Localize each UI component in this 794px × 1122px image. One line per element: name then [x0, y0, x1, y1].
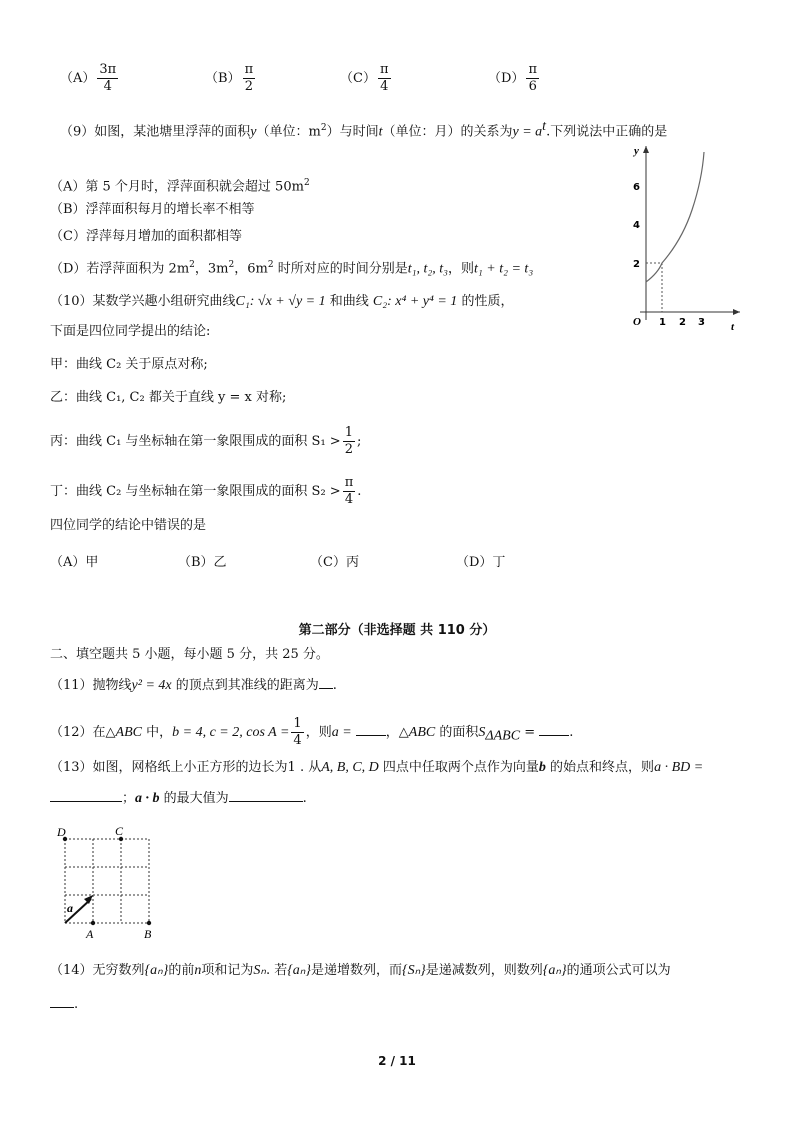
text: . — [74, 997, 79, 1012]
text: .下列说法中正确的是 — [546, 124, 668, 140]
text: ）与时间 — [326, 124, 379, 140]
option-label: （D） — [488, 71, 525, 86]
text: （A）第 5 个月时，浮萍面积就会超过 50m — [50, 179, 304, 195]
text: 的性质， — [457, 294, 514, 309]
denominator: 4 — [97, 78, 118, 95]
answer-blank-area[interactable] — [539, 723, 569, 736]
fraction — [291, 716, 303, 749]
q10-option-a: （A）甲 — [50, 555, 99, 570]
text: ，3m — [194, 261, 229, 277]
q12 — [50, 716, 573, 749]
formula: b = 4, c = 2, cos A = — [172, 725, 290, 740]
page-number: 2 / 11 — [378, 1054, 416, 1068]
t-tick-3: 3 — [698, 317, 705, 328]
text: ; — [356, 434, 362, 449]
curve-c2: C₂: x⁴ + y⁴ = 1 — [372, 294, 458, 309]
y-tick-6: 6 — [633, 182, 640, 193]
q10-question: 四位同学的结论中错误的是 — [50, 518, 207, 533]
y-tick-4: 4 — [633, 220, 640, 231]
text: 的面积 — [435, 725, 479, 740]
section2-intro: 二、填空题共 5 小题，每小题 5 分，共 25 分。 — [50, 647, 329, 662]
option-label: （B） — [205, 71, 241, 86]
formula: ABC — [408, 725, 436, 740]
curve-c1: C₁: √x + √y = 1 — [235, 294, 326, 309]
text: 丙：曲线 C₁ 与坐标轴在第一象限围成的面积 S₁ > — [50, 434, 341, 449]
q8-option-a — [60, 62, 120, 95]
q9-option-d: （D）若浮萍面积为 $2m^2$，$3m^2$，$6m^2$ 时所对应的时间分别是t₁, t₂, t₃，则t₁ + t₂ = t₃ — [50, 260, 534, 277]
label-c: C — [115, 824, 124, 838]
q13-line2 — [50, 789, 307, 808]
formula: Sₙ — [253, 963, 266, 978]
label-a: A — [86, 927, 94, 941]
text: （9）如图，某池塘里浮萍的面积 — [60, 124, 251, 140]
formula: y² = 4x — [131, 678, 172, 693]
formula: t₁ + t₂ = t₃ — [474, 261, 534, 277]
text: ，6m — [234, 261, 268, 277]
text: 项和记为 — [201, 963, 254, 978]
text: （14）无穷数列 — [50, 963, 145, 978]
denominator: 4 — [293, 733, 302, 748]
formula: y = a — [512, 124, 543, 140]
y-axis-arrow — [643, 146, 649, 153]
fraction — [243, 62, 256, 95]
q8-option-b — [205, 62, 257, 95]
numerator: 1 — [293, 716, 302, 731]
origin-label: O — [633, 316, 641, 328]
t-tick-1: 1 — [659, 317, 666, 328]
fraction — [97, 62, 118, 95]
text: （10）某数学兴趣小组研究曲线 — [50, 294, 236, 309]
denominator: 4 — [343, 491, 356, 508]
fraction — [378, 62, 391, 95]
q11 — [50, 676, 337, 695]
text: 和曲线 — [325, 294, 373, 309]
text: 时所对应的时间分别是 — [273, 261, 408, 277]
q9-option-c: （C）浮萍每月增加的面积都相等 — [50, 229, 242, 244]
text: 是递减数列，则数列 — [425, 963, 543, 978]
answer-blank-max[interactable] — [229, 789, 303, 802]
numerator: π — [528, 62, 537, 77]
formula: a · BD = — [654, 760, 704, 775]
text: . — [569, 725, 574, 740]
formula: A, B, C, D — [321, 760, 379, 775]
option-label: （A） — [60, 71, 96, 86]
exponent: t — [542, 119, 547, 134]
formula: a · b — [135, 791, 160, 806]
y-label: y — [634, 145, 639, 157]
q9-option-b: （B）浮萍面积每月的增长率不相等 — [50, 202, 255, 217]
subscript: ΔABC — [485, 728, 521, 744]
q10-line2: 下面是四位同学提出的结论: — [50, 324, 211, 339]
growth-graph — [600, 140, 750, 330]
formula: a = — [331, 725, 352, 740]
point-a — [91, 921, 95, 925]
text: 中， — [142, 725, 173, 740]
fraction — [526, 62, 539, 95]
t-axis-arrow — [733, 309, 740, 315]
text: （11）抛物线 — [50, 678, 132, 693]
q9-option-a: （A）第 5 个月时，浮萍面积就会超过 $50m^2$ — [50, 178, 310, 195]
q10-bing — [50, 425, 361, 458]
numerator: π — [244, 62, 254, 77]
denominator: 6 — [526, 78, 539, 95]
formula: S — [478, 725, 486, 740]
q14-line1 — [50, 962, 671, 980]
fraction — [343, 475, 356, 508]
denominator: 2 — [243, 78, 256, 95]
q8-option-d — [488, 62, 541, 95]
var-y: y — [250, 124, 257, 140]
text: 的通项公式可以为 — [566, 963, 671, 978]
text: （D）若浮萍面积为 2m — [50, 261, 190, 277]
t-label: t — [731, 321, 735, 330]
q10-jia: 甲：曲线 C₂ 关于原点对称; — [50, 357, 208, 372]
text: = — [520, 725, 536, 740]
fraction — [343, 425, 355, 458]
text: . — [332, 678, 337, 693]
formula: {aₙ} — [542, 963, 567, 978]
q10-option-d: （D）丁 — [456, 555, 506, 570]
q10-yi: 乙：曲线 C₁, C₂ 都关于直线 y = x 对称; — [50, 390, 287, 405]
vector-a-arrowhead — [84, 895, 93, 904]
t-tick-2: 2 — [679, 317, 686, 328]
vector-b: b — [538, 760, 546, 775]
text: . — [357, 484, 362, 499]
q8-option-c — [340, 62, 393, 95]
q10-ding — [50, 475, 361, 508]
q10-stem — [50, 293, 513, 311]
var-t: t — [378, 124, 383, 140]
text: （12）在△ — [50, 725, 116, 740]
label-d: D — [57, 825, 66, 839]
point-b — [147, 921, 151, 925]
numerator: π — [344, 475, 354, 490]
formula: n — [194, 963, 202, 978]
q10-option-c: （C）丙 — [310, 555, 359, 570]
text: ，则 — [448, 261, 475, 277]
y-tick-2: 2 — [633, 259, 640, 270]
formula: {aₙ} — [144, 963, 169, 978]
text: （13）如图，网格纸上小正方形的边长为1 . 从 — [50, 760, 322, 775]
formula: {aₙ} — [287, 963, 311, 978]
text: ； — [122, 791, 136, 806]
grid-figure — [55, 823, 170, 943]
denominator: 2 — [344, 442, 353, 457]
answer-blank[interactable] — [319, 676, 333, 689]
text: ，△ — [385, 725, 409, 740]
formula: t₁, t₂, t₃ — [407, 261, 448, 277]
text: 丁：曲线 C₂ 与坐标轴在第一象限围成的面积 S₂ > — [50, 484, 341, 499]
text: （单位：月）的关系为 — [382, 124, 513, 140]
formula: {Sₙ} — [402, 963, 426, 978]
text: 是递增数列，而 — [310, 963, 402, 978]
formula: ABC — [115, 725, 142, 740]
text: . — [302, 791, 307, 806]
q10-option-b: （B）乙 — [178, 555, 227, 570]
q9-stem: （9）如图，某池塘里浮萍的面积y（单位：$m^2$）与时间t（单位：月）的关系为$y = a^t$.下列说法中正确的是 — [60, 119, 668, 140]
text: （单位： — [256, 124, 309, 140]
numerator: π — [379, 62, 389, 77]
text: 的顶点到其准线的距离为 — [171, 678, 319, 693]
label-vector-a: a — [67, 901, 73, 915]
option-label: （C） — [340, 71, 376, 86]
q13-line1 — [50, 759, 703, 777]
numerator: 1 — [344, 425, 353, 440]
numerator: 3π — [99, 62, 117, 77]
text: 的始点和终点，则 — [545, 760, 655, 775]
label-b: B — [144, 927, 152, 941]
q14-line2 — [50, 995, 78, 1014]
text: m — [308, 124, 321, 140]
text: . 若 — [265, 963, 288, 978]
text: 四点中任取两个点作为向量 — [378, 760, 539, 775]
answer-blank-dot[interactable] — [50, 789, 122, 802]
answer-blank[interactable] — [50, 995, 74, 1008]
answer-blank-a[interactable] — [356, 723, 386, 736]
denominator: 4 — [378, 78, 391, 95]
part2-title: 第二部分（非选择题 共 110 分） — [298, 623, 496, 638]
text: ，则 — [305, 725, 332, 740]
text: 的前 — [168, 963, 195, 978]
text: 的最大值为 — [159, 791, 229, 806]
